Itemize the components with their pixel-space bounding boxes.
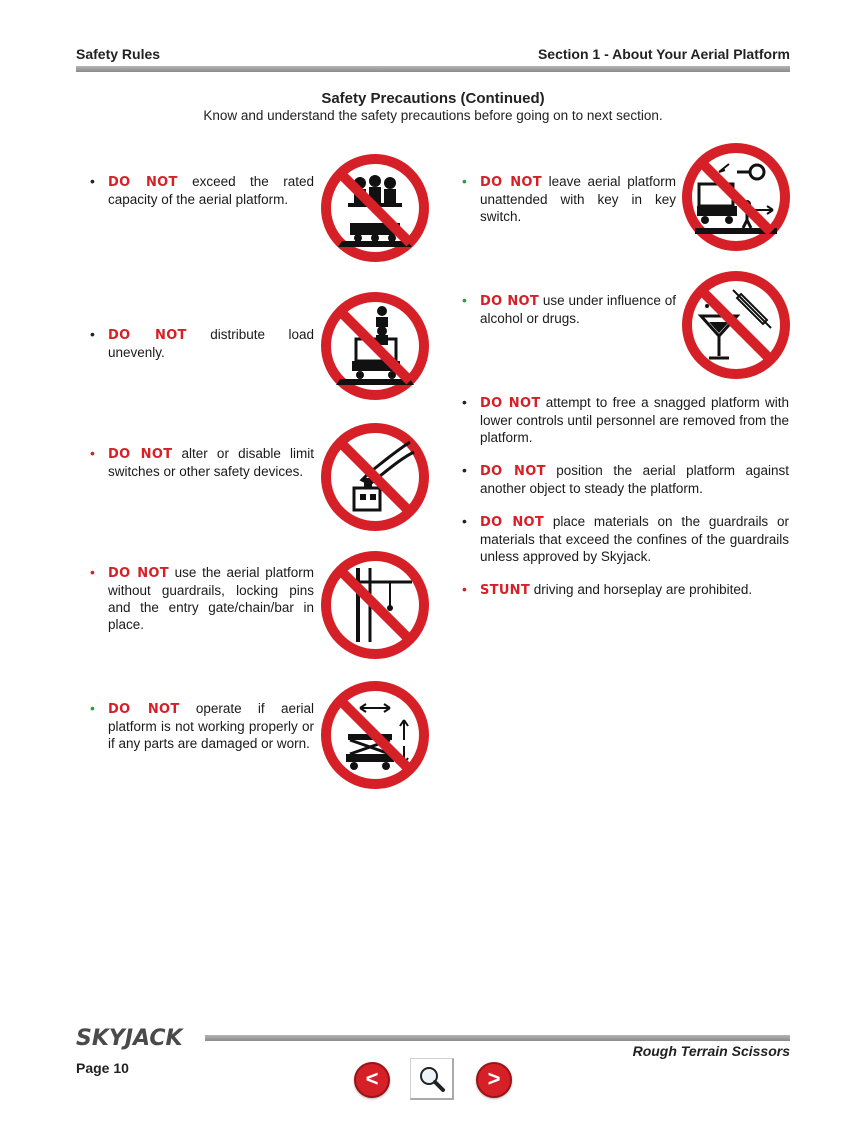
safety-item bbox=[90, 445, 315, 480]
damaged-platform-prohibition-icon bbox=[320, 680, 430, 790]
safety-item bbox=[90, 564, 315, 633]
overload-prohibition-icon bbox=[320, 153, 430, 263]
item-text: use under influence of alcohol or drugs. bbox=[480, 293, 676, 326]
guardrails-prohibition-icon bbox=[320, 550, 430, 660]
item-text: driving and horseplay are prohibited. bbox=[530, 582, 753, 597]
warning-keyword: DO NOT bbox=[108, 175, 178, 190]
limit-switch-prohibition-icon bbox=[320, 422, 430, 532]
item-text: leave aerial platform unattended with key in key switch. bbox=[480, 174, 677, 224]
bullet: • bbox=[462, 292, 467, 308]
item-text: position the aerial platform against another object to steady the platform. bbox=[480, 463, 789, 496]
bullet: • bbox=[462, 581, 467, 597]
warning-keyword: DO NOT bbox=[480, 396, 541, 411]
previous-page-button[interactable]: < bbox=[354, 1062, 390, 1098]
item-text: alter or disable limit switches or other safety devices. bbox=[108, 446, 315, 479]
footer-divider bbox=[205, 1035, 790, 1041]
page-title: Safety Precautions (Continued) bbox=[321, 90, 545, 107]
bullet: • bbox=[90, 173, 95, 189]
bullet: • bbox=[90, 445, 95, 461]
header-chapter-title: Section 1 - About Your Aerial Platform bbox=[537, 46, 790, 62]
item-text: place materials on the guardrails or materials that exceed the confines of the guardrails unless approved by Skyjack. bbox=[480, 514, 790, 564]
safety-item bbox=[462, 513, 790, 565]
skyjack-logo bbox=[76, 1024, 204, 1055]
warning-keyword: DO NOT bbox=[480, 294, 540, 309]
warning-keyword: DO NOT bbox=[108, 566, 169, 581]
safety-item bbox=[90, 173, 315, 208]
logo-wordmark: SKYJACK bbox=[76, 1026, 183, 1050]
alcohol-drugs-prohibition-icon bbox=[681, 270, 791, 380]
document-name: Rough Terrain Scissors bbox=[632, 1043, 790, 1059]
page-subtitle: Know and understand the safety precautions before going on to next section. bbox=[203, 108, 663, 123]
item-text: attempt to free a snagged platform with lower controls until personnel are removed from the platform. bbox=[480, 395, 790, 445]
bullet: • bbox=[462, 173, 467, 189]
bullet: • bbox=[462, 513, 467, 529]
warning-keyword: DO NOT bbox=[480, 175, 542, 190]
next-page-button[interactable]: > bbox=[476, 1062, 512, 1098]
safety-item bbox=[462, 292, 676, 327]
bullet: • bbox=[462, 462, 467, 478]
bullet: • bbox=[90, 564, 95, 580]
bullet: • bbox=[90, 326, 95, 342]
warning-keyword: STUNT bbox=[480, 583, 531, 598]
bullet: • bbox=[90, 700, 95, 716]
warning-keyword: DO NOT bbox=[108, 328, 187, 343]
item-text: distribute load unevenly. bbox=[108, 327, 315, 360]
item-text: operate if aerial platform is not working properly or if any parts are damaged or worn. bbox=[108, 701, 315, 751]
header-divider bbox=[76, 66, 790, 72]
magnifier-icon bbox=[411, 1059, 453, 1099]
warning-keyword: DO NOT bbox=[480, 464, 546, 479]
key-unattended-prohibition-icon bbox=[681, 142, 791, 252]
item-text: exceed the rated capacity of the aerial platform. bbox=[108, 174, 315, 207]
uneven-load-prohibition-icon bbox=[320, 291, 430, 401]
search-button[interactable] bbox=[410, 1058, 454, 1100]
safety-item bbox=[462, 581, 789, 599]
warning-keyword: DO NOT bbox=[480, 515, 545, 530]
warning-keyword: DO NOT bbox=[108, 447, 173, 462]
warning-keyword: DO NOT bbox=[108, 702, 180, 717]
header-section-title: Safety Rules bbox=[76, 46, 161, 62]
safety-item bbox=[462, 173, 677, 225]
page-number: Page 10 bbox=[76, 1060, 129, 1076]
bullet: • bbox=[462, 394, 467, 410]
safety-item bbox=[462, 394, 790, 446]
safety-item bbox=[90, 326, 315, 361]
safety-item bbox=[462, 462, 789, 497]
item-text: use the aerial platform without guardrails, locking pins and the entry gate/chain/bar in place. bbox=[108, 565, 315, 632]
safety-item bbox=[90, 700, 315, 752]
